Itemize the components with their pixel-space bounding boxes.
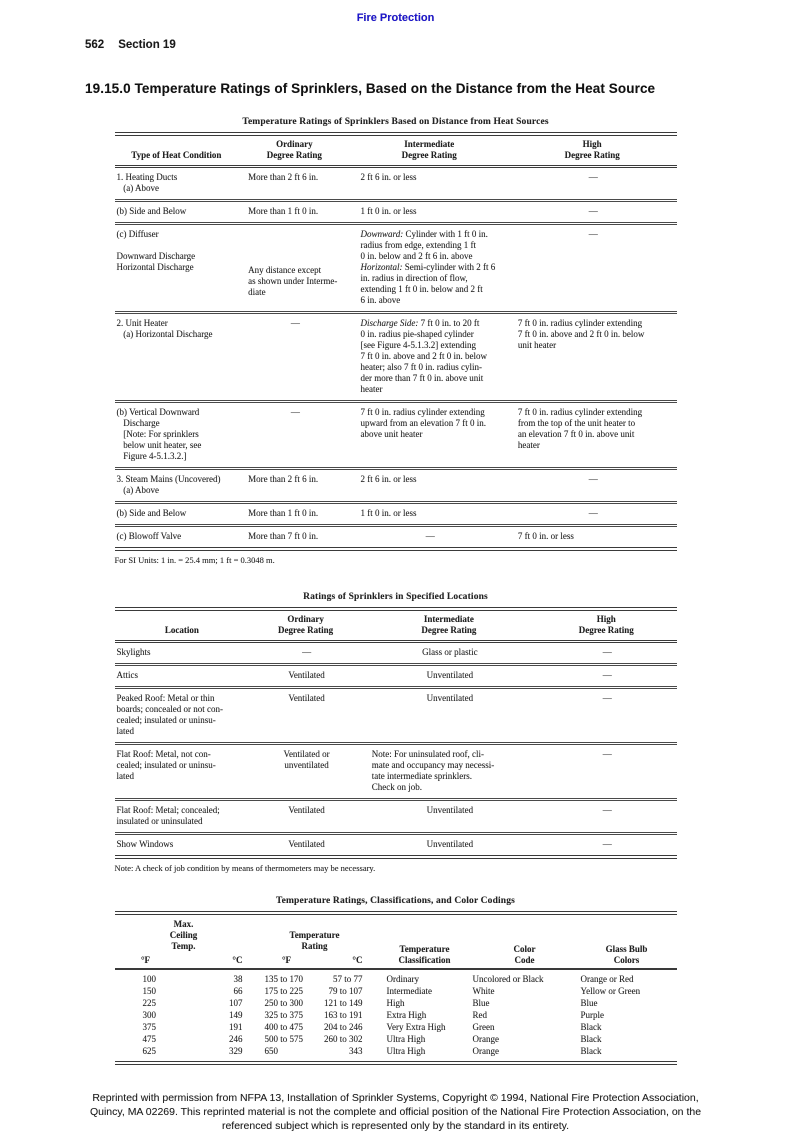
table-cell: More than 2 ft 6 in. [238,469,350,503]
table-cell: — [536,688,677,744]
table-cell: Attics [115,665,250,688]
table-row [115,800,677,834]
table-cell: — [508,503,677,526]
table-cell: 325 to 375 [264,1010,304,1020]
table-cell: 2 ft 6 in. or less [351,167,508,201]
table-row [115,642,677,665]
table-cell: 250 to 300 [264,998,304,1008]
table-cell: Purple [580,1010,605,1020]
table-cell: — [536,642,677,665]
copyright-line: referenced subject which is represented only by the standard in its entirety. [221,1120,570,1132]
table-cell: Extra High [386,1010,427,1020]
table-cell: 38 [177,969,253,986]
table-cell: 149 [229,1010,243,1020]
table-row [115,744,677,800]
column-header: Ordinary Degree Rating [238,134,350,167]
color-codings-table [115,911,677,1065]
table-cell: Unventilated [362,800,536,834]
table-footnote: For SI Units: 1 in. = 25.4 mm; 1 ft = 0.3048 m. [114,555,275,565]
table-cell: Show Windows [115,834,250,858]
fire-protection-link[interactable]: Fire Protection [356,12,435,24]
table-row [115,998,677,1010]
header-row [115,913,677,954]
copyright-notice [36,1091,756,1133]
column-header: Color Code [473,913,577,969]
column-header: Intermediate Degree Rating [351,134,508,167]
table-cell: Ultra High [377,1046,473,1064]
column-header: Temperature Classification [377,913,473,969]
table-cell: Orange or Red [577,969,677,986]
table-cell: Orange [472,1034,500,1044]
table-row [115,1046,677,1064]
table-cell: Note: For uninsulated roof, cli- mate and occupancy may necessi- tate intermediate sprinklers. Check on job. [362,744,536,800]
table-cell: Unventilated [362,688,536,744]
table-cell: 79 to 107 [328,986,363,996]
table-row [115,526,677,550]
table-cell: 204 to 246 [324,1022,363,1032]
table-cell: 400 to 475 [264,1022,304,1032]
table-cell: 175 to 225 [264,986,304,996]
copyright-line: Quincy, MA 02269. This reprinted material is not the complete and official position of the National Fire Protection Association, on the [89,1106,702,1118]
table-cell: Ultra High [386,1034,426,1044]
table-cell: (b) Vertical Downward Discharge [Note: For sprinklers below unit heater, see Figure 4-5.1.3.2.] [115,402,239,469]
table-cell: Flat Roof: Metal, not con- cealed; insulated or uninsu- lated [115,744,250,800]
table-cell: Red [472,1010,488,1020]
table-cell: White [472,986,495,996]
table-cell: — [536,665,677,688]
table-cell: Blue [580,998,598,1008]
table-cell: (c) Diffuser Downward Discharge Horizontal Discharge [115,224,239,313]
table-row [115,503,677,526]
table-cell: Black [580,1034,602,1044]
page-title: 19.15.0 Temperature Ratings of Sprinklers, Based on the Distance from the Heat Source [85,81,656,96]
table-cell: 7 ft 0 in. radius cylinder extending from the top of the unit heater to an elevation 7 ft 0 in. above unit heater [508,402,677,469]
table-cell: (c) Blowoff Valve [115,526,239,550]
table-cell: 3. Steam Mains (Uncovered) (a) Above [115,469,239,503]
table-cell: 1 ft 0 in. or less [351,503,508,526]
table-cell: 1 ft 0 in. or less [351,201,508,224]
table-row [115,469,677,503]
table-cell: Ventilated [249,665,361,688]
table-cell: 2. Unit Heater (a) Horizontal Discharge [115,313,239,402]
table-cell: 260 to 302 [324,1034,363,1044]
column-header: Intermediate Degree Rating [362,609,536,642]
table-cell: 300 [142,1010,156,1020]
table-cell: More than 1 ft 0 in. [238,201,350,224]
table-cell: Any distance except as shown under Interme- diate [238,224,350,313]
table-cell: Skylights [115,642,250,665]
table-cell: Ordinary [377,969,473,986]
column-header: Max. Ceiling Temp. [115,913,253,954]
table-section-specified-locations [115,592,677,873]
table-cell: High [386,998,405,1008]
table-row [115,167,677,201]
table-cell: 343 [321,1046,377,1064]
table-row [115,834,677,858]
copyright-line: Reprinted with permission from NFPA 13, Installation of Sprinkler Systems, Copyright © 1994, National Fire Protection Association, [92,1092,699,1104]
table-cell: — [508,167,677,201]
table-row [115,313,677,402]
table-cell: Blue [472,998,490,1008]
table-cell: Ventilated or unventilated [249,744,361,800]
table-cell: — [536,834,677,858]
table-cell: Unventilated [362,834,536,858]
table-cell: 625 [115,1046,177,1064]
column-header: Glass Bulb Colors [577,913,677,969]
table-cell: Yellow or Green [580,986,641,996]
table-cell: — [249,642,361,665]
table-cell: Black [577,1046,677,1064]
table-cell: 100 [115,969,177,986]
table-cell: Uncolored or Black [473,969,577,986]
table-cell: Green [472,1022,495,1032]
table-cell: More than 1 ft 0 in. [238,503,350,526]
table-cell: Intermediate [386,986,432,996]
table-cell: 66 [233,986,243,996]
table-row [115,224,677,313]
table-cell: Downward: Cylinder with 1 ft 0 in. radius from edge, extending 1 ft 0 in. below and 2 ft 6 in. above Horizontal: Semi-cylinder with 2 ft 6 in. radius in direction of flow, extending 1 ft 0 in. below and 2 ft 6 in. above [351,224,508,313]
table-title: Temperature Ratings of Sprinklers Based on Distance from Heat Sources [242,117,549,127]
table-row [115,665,677,688]
folio [85,39,791,51]
table-cell: — [536,800,677,834]
table-cell: 650 [253,1046,321,1064]
column-header: °F [140,955,151,965]
column-header: Location [115,609,250,642]
table-cell: — [508,201,677,224]
table-cell: 163 to 191 [324,1010,363,1020]
table-row [115,402,677,469]
table-cell: Ventilated [249,800,361,834]
table-cell: 150 [142,986,156,996]
table-cell: More than 7 ft 0 in. [238,526,350,550]
table-row [115,1034,677,1046]
table-cell: — [508,224,677,313]
table-cell: 121 to 149 [324,998,363,1008]
column-header: High Degree Rating [536,609,677,642]
header-row [115,609,677,642]
table-cell: — [238,402,350,469]
column-header: °F [281,955,292,965]
table-cell: Unventilated [362,665,536,688]
table-cell: 475 [142,1034,156,1044]
table-cell: Very Extra High [386,1022,446,1032]
table-cell: 500 to 575 [264,1034,304,1044]
table-cell: (b) Side and Below [115,201,239,224]
table-section-color-codings [115,896,677,1065]
table-cell: (b) Side and Below [115,503,239,526]
table-cell: 246 [229,1034,243,1044]
page-number: 562 [85,39,105,51]
table-cell: 329 [177,1046,253,1064]
column-header: °C [232,955,243,965]
table-cell: Orange [473,1046,577,1064]
table-cell: 7 ft 0 in. radius cylinder extending 7 ft 0 in. above and 2 ft 0 in. below unit heater [508,313,677,402]
table-cell: 135 to 170 [253,969,321,986]
table-cell: 375 [142,1022,156,1032]
specified-locations-table [115,607,677,859]
table-section-distance-ratings [115,117,677,565]
section-label: Section 19 [118,39,176,51]
table-title: Temperature Ratings, Classifications, and Color Codings [275,896,515,906]
table-row [115,201,677,224]
table-row [115,1010,677,1022]
table-cell: Ventilated [249,688,361,744]
table-row [115,969,677,986]
table-cell: Flat Roof: Metal; concealed; insulated or uninsulated [115,800,250,834]
table-cell: 57 to 77 [321,969,377,986]
table-cell: — [238,313,350,402]
table-cell: — [536,744,677,800]
table-row [115,688,677,744]
column-header: °C [352,955,363,965]
table-title: Ratings of Sprinklers in Specified Locations [303,592,488,602]
table-cell: Black [580,1022,602,1032]
column-header: High Degree Rating [508,134,677,167]
table-footnote: Note: A check of job condition by means of thermometers may be necessary. [114,863,376,873]
table-row [115,986,677,998]
table-cell: 191 [229,1022,243,1032]
column-header: Ordinary Degree Rating [249,609,361,642]
table-cell: 107 [229,998,243,1008]
table-cell: Glass or plastic [362,642,536,665]
header-row [115,134,677,167]
table-cell: 225 [142,998,156,1008]
table-cell: — [508,469,677,503]
table-cell: Peaked Roof: Metal or thin boards; concealed or not con- cealed; insulated or uninsu- lated [115,688,250,744]
table-cell: More than 2 ft 6 in. [238,167,350,201]
table-cell: Discharge Side: 7 ft 0 in. to 20 ft 0 in. radius pie-shaped cylinder [see Figure 4-5.1.3.2] extending 7 ft 0 in. above and 2 ft 0 in. below heater; also 7 ft 0 in. radius cylin- der more than 7 ft 0 in. above unit heater [351,313,508,402]
distance-ratings-table [115,132,677,551]
table-cell: Ventilated [249,834,361,858]
column-header: Type of Heat Condition [115,134,239,167]
table-cell: 2 ft 6 in. or less [351,469,508,503]
table-row [115,1022,677,1034]
table-cell: 1. Heating Ducts (a) Above [115,167,239,201]
table-cell: 7 ft 0 in. or less [508,526,677,550]
table-cell: — [351,526,508,550]
table-cell: 7 ft 0 in. radius cylinder extending upward from an elevation 7 ft 0 in. above unit heater [351,402,508,469]
column-header: Temperature Rating [253,913,377,954]
